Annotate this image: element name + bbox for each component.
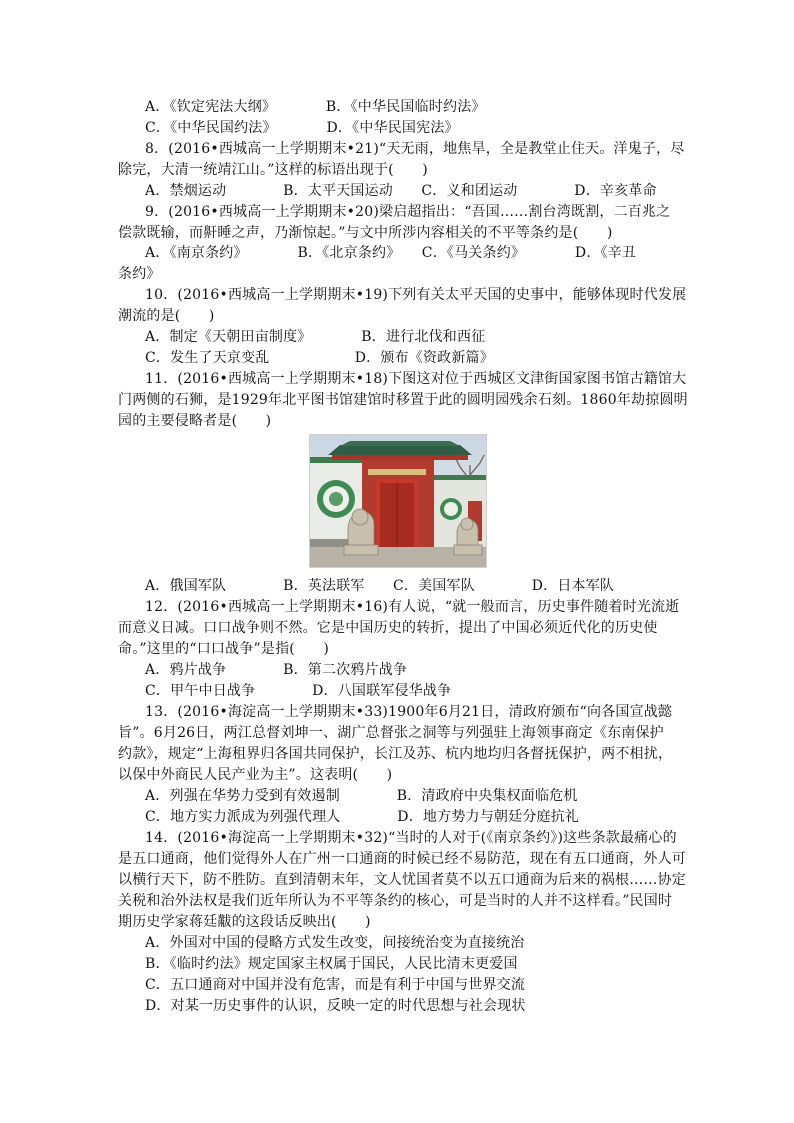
- q11-stem-line-2: 门两侧的石狮，是1929年北平图书馆建馆时移置于此的圆明园残余石刻。1860年劫掠圆明: [118, 392, 688, 408]
- q14-option-a: A．外国对中国的侵略方式发生改变，间接统治变为直接统治: [145, 935, 525, 951]
- q13-options-line-1: A．列强在华势力受到有效遏制 B．清政府中央集权面临危机: [145, 788, 578, 804]
- q13-stem-line-3: 约款》，规定“上海租界归各国共同保护，长江及苏、杭内地均归各督抚保护，两不相扰，: [118, 746, 673, 762]
- q14-option-b: B．《临时约法》规定国家主权属于国民，人民比清末更爱国: [145, 956, 518, 972]
- q8-options: A．禁烟运动 B．太平天国运动 C．义和团运动 D．辛亥革命: [145, 183, 657, 199]
- q10-options-line-2: C．发生了天京变乱 D．颁布《资政新篇》: [145, 350, 494, 366]
- q12-options-line-1: A．鸦片战争 B．第二次鸦片战争: [145, 662, 408, 678]
- gate-illustration: [310, 435, 486, 567]
- q12-stem-line-2: 而意义日减。口口战争则不然。它是中国历史的转折，提出了中国必须近代化的历史使: [118, 620, 658, 636]
- q11-stem-line-3: 园的主要侵略者是( ): [118, 413, 272, 429]
- q7-options-line-2: C．《中华民国约法》 D．《中华民国宪法》: [145, 120, 459, 136]
- q13-stem-line-4: 以保中外商民人民产业为主”。这表明( ): [118, 767, 393, 783]
- q12-options-line-2: C．甲午中日战争 D．八国联军侵华战争: [145, 683, 452, 699]
- q14-option-d: D．对某一历史事件的认识，反映一定的时代思想与社会现状: [145, 998, 526, 1014]
- q9-options-line-2: 条约》: [118, 266, 161, 282]
- stone-lion-gate-photo: [309, 434, 487, 568]
- q12-stem-line-1: 12．(2016•西城高一上学期期末•16)有人说，“就一般而言，历史事件随着时光流逝: [145, 599, 680, 615]
- q9-stem-line-1: 9．(2016•西城高一上学期期末•20)梁启超指出：“吾国……割台湾既割，二百兆之: [145, 204, 671, 220]
- q14-option-c: C．五口通商对中国并没有危害，而是有利于中国与世界交流: [145, 977, 526, 993]
- q9-stem-line-2: 偿款既输，而鼾睡之声，乃渐惊起。”与文中所涉内容相关的不平等条约是( ): [118, 225, 613, 241]
- q14-stem-line-4: 关税和治外法权是我们近年所认为不平等条约的核心，可是当时的人并不这样看。”民国时: [118, 893, 673, 909]
- q8-stem-line-1: 8．(2016•西城高一上学期期末•21)“天无雨，地焦旱，全是教堂止住天。洋鬼子，尽: [145, 141, 685, 157]
- q11-options: A．俄国军队 B．英法联军 C．美国军队 D．日本军队: [145, 578, 615, 594]
- q10-stem-line-1: 10．(2016•西城高一上学期期末•19)下列有关太平天国的史事中，能够体现时代发展: [145, 287, 687, 303]
- q9-options-line-1: A．《南京条约》 B．《北京条约》 C．《马关条约》 D．《辛丑: [145, 245, 637, 261]
- q11-stem-line-1: 11．(2016•西城高一上学期期末•18)下图这对位于西城区文津街国家图书馆古籍馆大: [145, 371, 687, 387]
- q10-options-line-1: A．制定《天朝田亩制度》 B．进行北伐和西征: [145, 329, 486, 345]
- q14-stem-line-3: 以横行天下，防不胜防。直到清朝末年，文人忧国者莫不以五口通商为后来的祸根……协定: [118, 872, 686, 888]
- q7-options-line-1: A．《钦定宪法大纲》 B．《中华民国临时约法》: [145, 99, 486, 115]
- q13-options-line-2: C．地方实力派成为列强代理人 D．地方势力与朝廷分庭抗礼: [145, 809, 580, 825]
- q14-stem-line-1: 14．(2016•海淀高一上学期期末•32)“当时的人对于(《南京条约》)这些条款最痛心的: [145, 830, 677, 846]
- q13-stem-line-2: 旨”。6月26日，两江总督刘坤一、湖广总督张之洞等与列强驻上海领事商定《东南保护: [118, 725, 664, 741]
- q13-stem-line-1: 13．(2016•海淀高一上学期期末•33)1900年6月21日，清政府颁布“向各国宣战懿: [145, 704, 673, 720]
- q10-stem-line-2: 潮流的是( ): [118, 308, 215, 324]
- q14-stem-line-5: 期历史学家蒋廷黻的这段话反映出( ): [118, 914, 371, 930]
- q14-stem-line-2: 是五口通商，他们觉得外人在广州一口通商的时候已经不易防范，现在有五口通商，外人可: [118, 851, 686, 867]
- q8-stem-line-2: 除完，大清一统靖江山。”这样的标语出现于( ): [118, 162, 428, 178]
- q12-stem-line-3: 命。”这里的“口口战争”是指( ): [118, 641, 329, 657]
